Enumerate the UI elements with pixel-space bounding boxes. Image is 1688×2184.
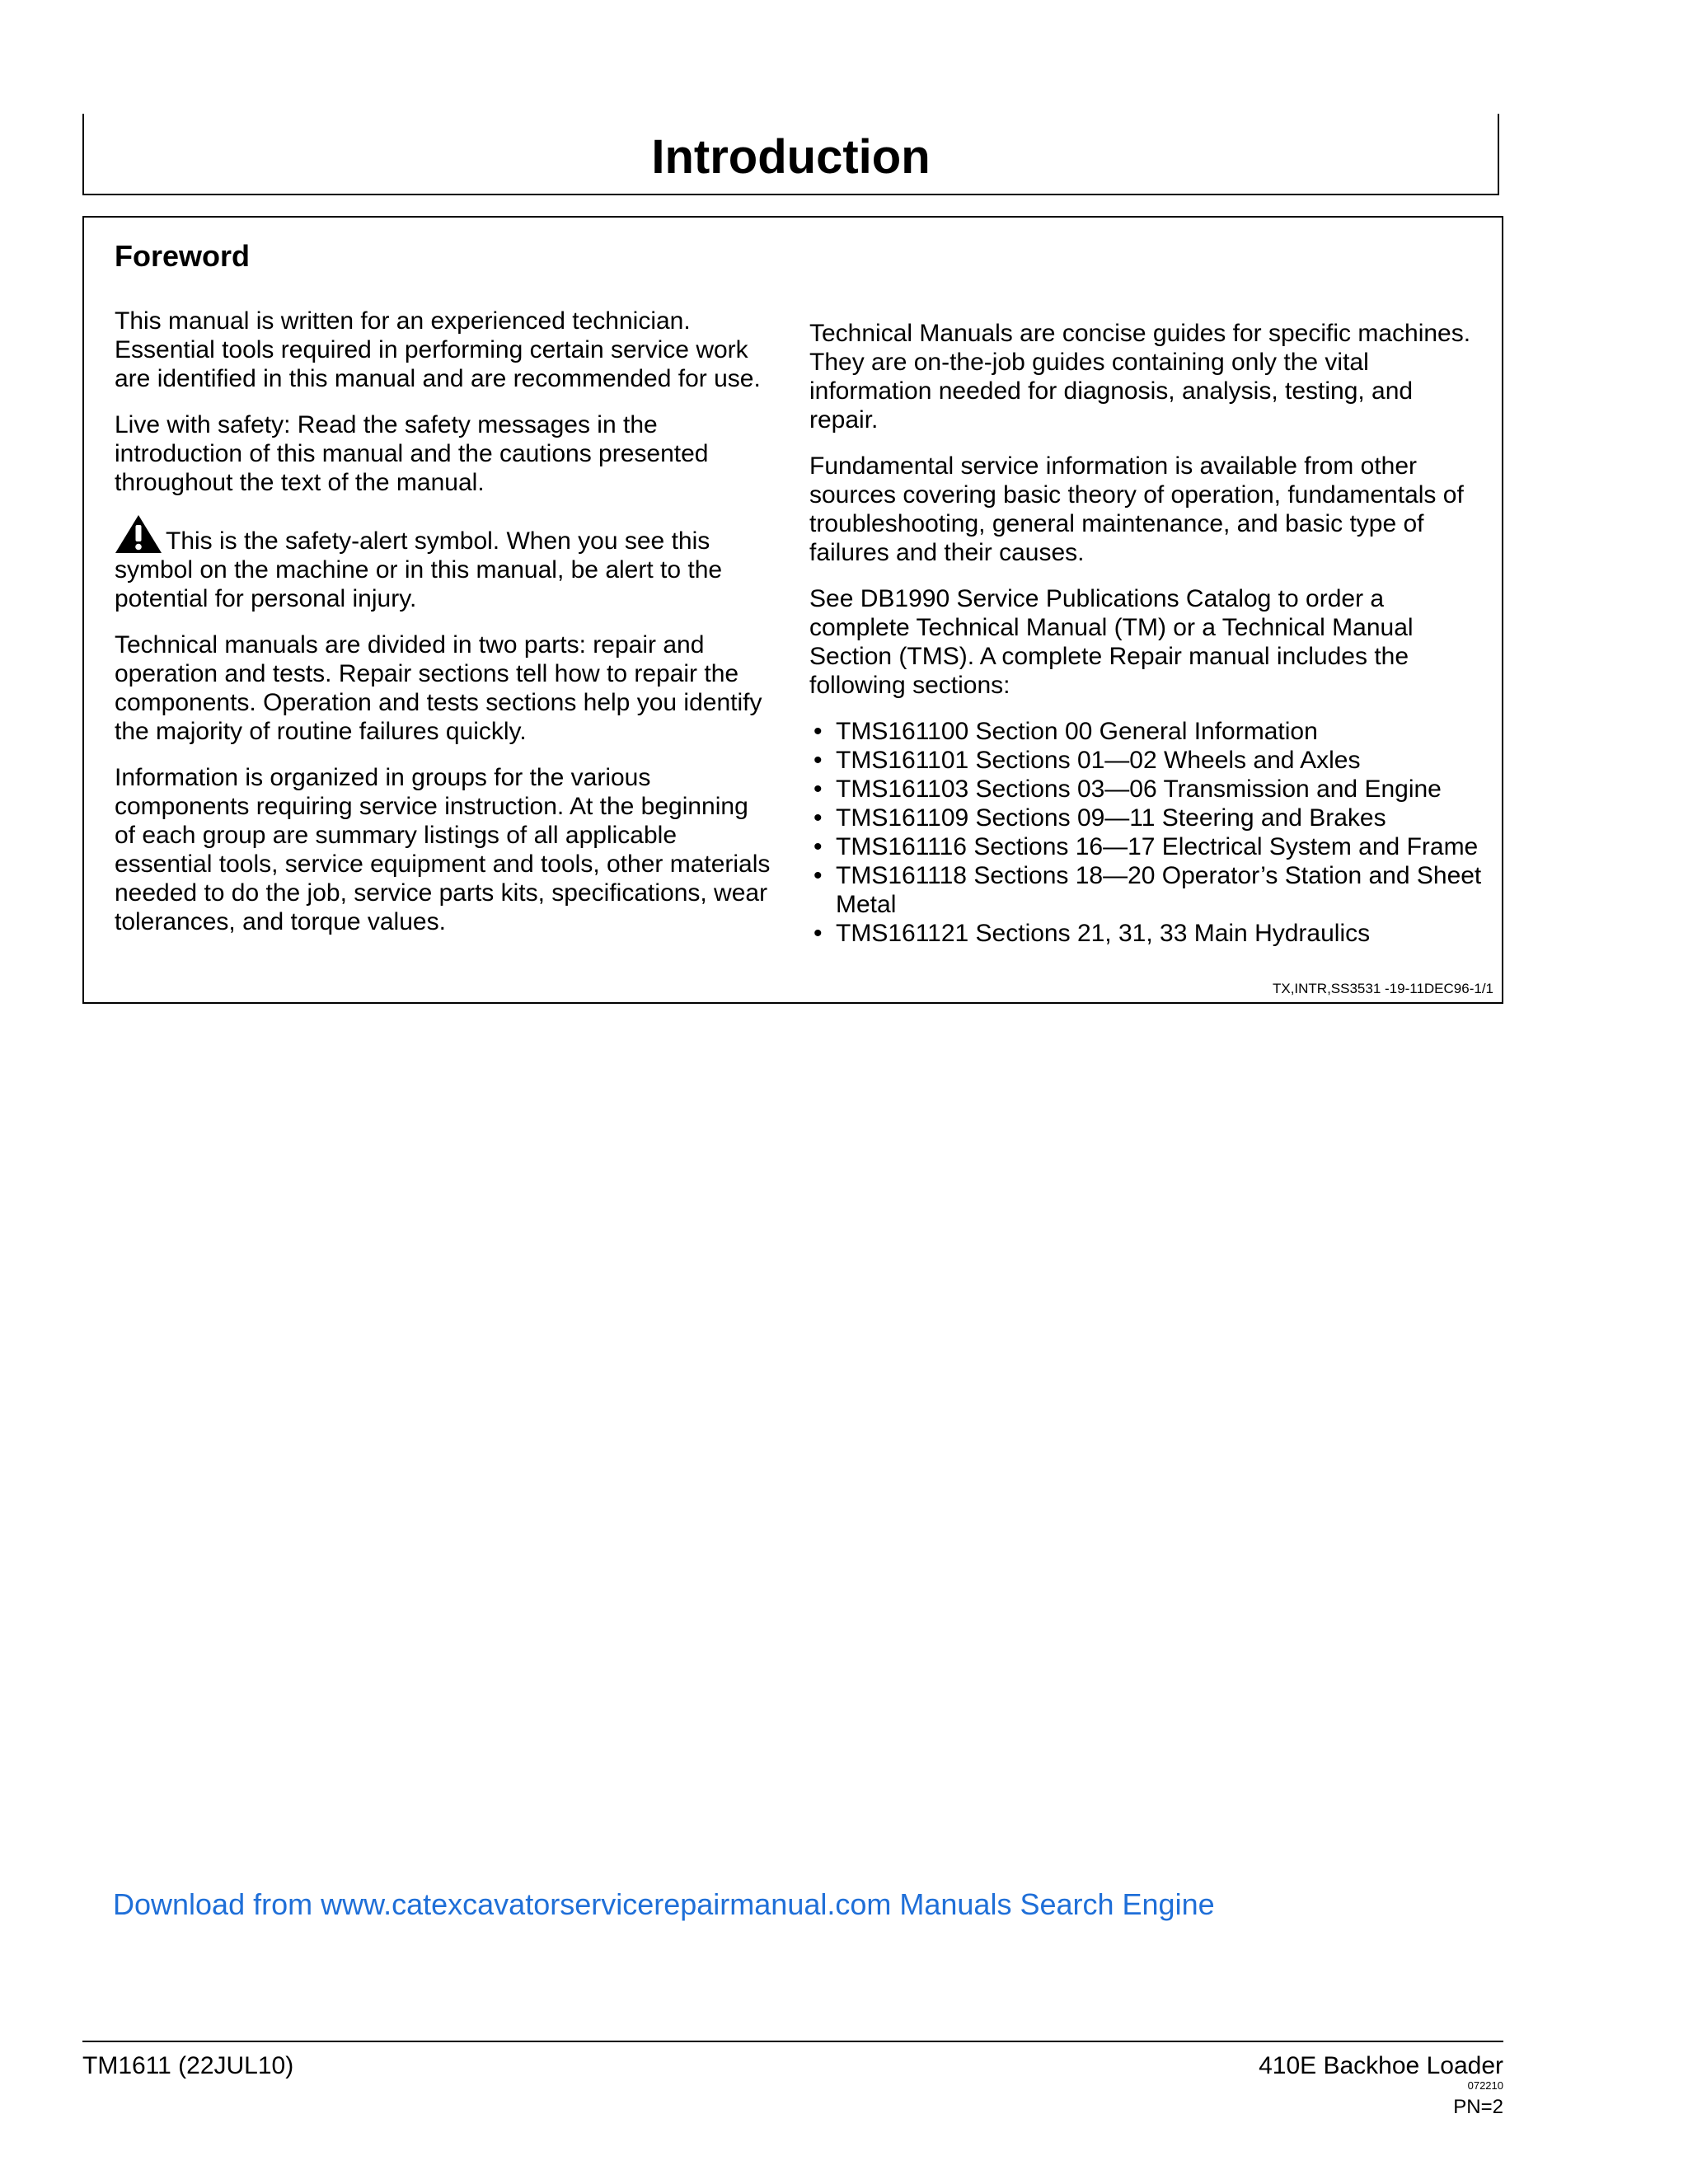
- paragraph-organization: Information is organized in groups for the various components requiring service instruction. At the beginning of each group are summary listings of all applicable essential tools, service equipment and tools, other materials needed to do the job, service parts kits, specifications, wear tolerances, and torque values.: [115, 764, 771, 935]
- foreword-box: [82, 216, 1503, 1004]
- model-name: 410E Backhoe Loader: [1259, 2052, 1503, 2079]
- right-column: [809, 319, 1485, 948]
- list-item: • TMS161109 Sections 09—11 Steering and Brakes: [809, 804, 1485, 832]
- footer-divider: [82, 2041, 1503, 2042]
- footer-code: 072210: [1467, 2079, 1503, 2092]
- list-item: • TMS161103 Sections 03—06 Transmission and Engine: [809, 775, 1485, 804]
- paragraph-live-with-safety: Live with safety: Read the safety messages in the introduction of this manual and the cautions presented throughout the text of the manual.: [115, 411, 709, 496]
- safety-alert-text: This is the safety-alert symbol. When you see this symbol on the machine or in this manual, be alert to the potential for personal injury.: [115, 527, 723, 612]
- list-item: • TMS161118 Sections 18—20 Operator’s Station and Sheet Metal: [809, 861, 1485, 919]
- list-item: • TMS161100 Section 00 General Information: [809, 717, 1485, 746]
- reference-code: TX,INTR,SS3531 -19-11DEC96-1/1: [1272, 981, 1493, 996]
- list-item: • TMS161101 Sections 01—02 Wheels and Axles: [809, 746, 1485, 775]
- sections-list: [809, 717, 1485, 948]
- paragraph-technical-manuals: Technical Manuals are concise guides for specific machines. They are on-the-job guides containing only the vital information needed for diagnosis, analysis, testing, and repair.: [809, 320, 1471, 434]
- left-column: [115, 307, 774, 954]
- paragraph-intended-audience: This manual is written for an experienced technician. Essential tools required in performing certain service work are identified in this manual and are recommended for use.: [115, 307, 761, 392]
- foreword-heading: Foreword: [115, 239, 251, 273]
- warning-triangle-icon: [115, 514, 162, 554]
- page-number: PN=2: [1453, 2096, 1503, 2118]
- page-title: Introduction: [651, 130, 931, 184]
- download-link[interactable]: Download from www.catexcavatorservicerepairmanual.com Manuals Search Engine: [113, 1887, 1215, 1921]
- paragraph-catalog: See DB1990 Service Publications Catalog to order a complete Technical Manual (TM) or a Technical Manual Section (TMS). A complete Repair manual includes the following sections:: [809, 585, 1414, 699]
- manual-id: TM1611 (22JUL10): [82, 2052, 294, 2079]
- paragraph-fundamental-info: Fundamental service information is available from other sources covering basic theory of operation, fundamentals of troubleshooting, general maintenance, and basic type of failures and their causes.: [809, 452, 1464, 566]
- paragraph-manual-parts: Technical manuals are divided in two parts: repair and operation and tests. Repair sections tell how to repair the components. Operation and tests sections help you identify the majority of routine failures quickly.: [115, 631, 762, 745]
- list-item: • TMS161116 Sections 16—17 Electrical System and Frame: [809, 832, 1485, 861]
- paragraph-safety-alert: [115, 514, 774, 613]
- title-box: [82, 114, 1499, 195]
- list-item: • TMS161121 Sections 21, 31, 33 Main Hydraulics: [809, 919, 1485, 948]
